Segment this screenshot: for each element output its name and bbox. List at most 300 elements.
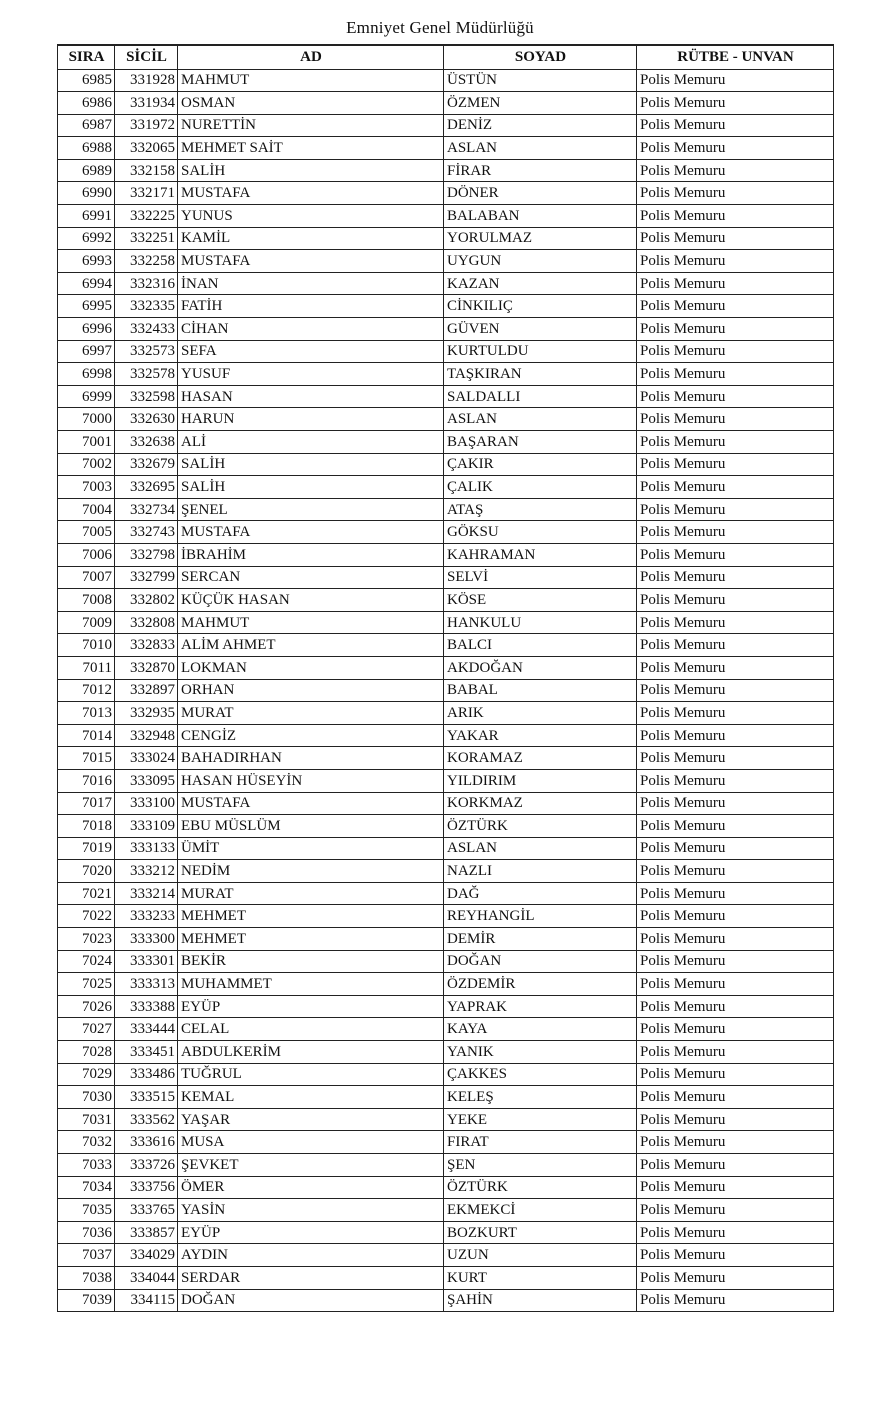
cell-sicil: 332171	[115, 182, 178, 205]
cell-soyad: FİRAR	[444, 159, 637, 182]
cell-soyad: YANIK	[444, 1041, 637, 1064]
cell-soyad: YORULMAZ	[444, 227, 637, 250]
cell-rutbe-unvan: Polis Memuru	[637, 543, 834, 566]
cell-sicil: 333300	[115, 928, 178, 951]
table-row	[58, 1041, 834, 1064]
cell-rutbe-unvan: Polis Memuru	[637, 137, 834, 160]
cell-sicil: 332335	[115, 295, 178, 318]
cell-rutbe-unvan: Polis Memuru	[637, 92, 834, 115]
cell-sicil: 333212	[115, 860, 178, 883]
cell-soyad: NAZLI	[444, 860, 637, 883]
cell-soyad: EKMEKCİ	[444, 1199, 637, 1222]
cell-sira: 7014	[58, 724, 115, 747]
table-row	[58, 747, 834, 770]
cell-sicil: 333095	[115, 769, 178, 792]
cell-sicil: 333133	[115, 837, 178, 860]
cell-soyad: YILDIRIM	[444, 769, 637, 792]
cell-sicil: 332798	[115, 543, 178, 566]
cell-soyad: BALABAN	[444, 205, 637, 228]
cell-sicil: 333444	[115, 1018, 178, 1041]
table-row	[58, 227, 834, 250]
cell-ad: HASAN HÜSEYİN	[178, 769, 444, 792]
cell-sira: 6988	[58, 137, 115, 160]
table-row	[58, 1221, 834, 1244]
cell-sira: 7001	[58, 431, 115, 454]
cell-rutbe-unvan: Polis Memuru	[637, 272, 834, 295]
cell-ad: MEHMET	[178, 928, 444, 951]
cell-sira: 7030	[58, 1086, 115, 1109]
cell-sicil: 334044	[115, 1266, 178, 1289]
cell-sira: 7020	[58, 860, 115, 883]
table-row	[58, 521, 834, 544]
cell-soyad: SALDALLI	[444, 385, 637, 408]
cell-sicil: 332833	[115, 634, 178, 657]
cell-ad: EBU MÜSLÜM	[178, 815, 444, 838]
cell-rutbe-unvan: Polis Memuru	[637, 702, 834, 725]
cell-sicil: 334115	[115, 1289, 178, 1312]
cell-soyad: REYHANGİL	[444, 905, 637, 928]
cell-soyad: DÖNER	[444, 182, 637, 205]
cell-ad: MEHMET	[178, 905, 444, 928]
cell-sira: 7021	[58, 882, 115, 905]
cell-rutbe-unvan: Polis Memuru	[637, 408, 834, 431]
cell-ad: KEMAL	[178, 1086, 444, 1109]
column-header-soyad: SOYAD	[444, 45, 637, 69]
table-row	[58, 1018, 834, 1041]
cell-sira: 6989	[58, 159, 115, 182]
cell-soyad: BAŞARAN	[444, 431, 637, 454]
cell-sira: 7028	[58, 1041, 115, 1064]
table-row	[58, 973, 834, 996]
cell-sira: 7005	[58, 521, 115, 544]
cell-soyad: KAHRAMAN	[444, 543, 637, 566]
cell-soyad: ÖZTÜRK	[444, 1176, 637, 1199]
cell-sicil: 333313	[115, 973, 178, 996]
table-row	[58, 1131, 834, 1154]
cell-ad: YASİN	[178, 1199, 444, 1222]
cell-sira: 7004	[58, 498, 115, 521]
cell-rutbe-unvan: Polis Memuru	[637, 431, 834, 454]
cell-ad: SERDAR	[178, 1266, 444, 1289]
cell-soyad: HANKULU	[444, 611, 637, 634]
cell-rutbe-unvan: Polis Memuru	[637, 792, 834, 815]
cell-rutbe-unvan: Polis Memuru	[637, 589, 834, 612]
cell-soyad: ATAŞ	[444, 498, 637, 521]
table-row	[58, 702, 834, 725]
table-row	[58, 182, 834, 205]
column-header-sira: SIRA	[58, 45, 115, 69]
cell-ad: SERCAN	[178, 566, 444, 589]
cell-sira: 7037	[58, 1244, 115, 1267]
cell-sicil: 332638	[115, 431, 178, 454]
cell-sicil: 333857	[115, 1221, 178, 1244]
cell-sicil: 332743	[115, 521, 178, 544]
cell-sicil: 331934	[115, 92, 178, 115]
cell-rutbe-unvan: Polis Memuru	[637, 318, 834, 341]
table-row	[58, 679, 834, 702]
table-row	[58, 1176, 834, 1199]
table-row	[58, 611, 834, 634]
cell-sira: 7027	[58, 1018, 115, 1041]
cell-rutbe-unvan: Polis Memuru	[637, 1041, 834, 1064]
cell-ad: KÜÇÜK HASAN	[178, 589, 444, 612]
cell-sicil: 333765	[115, 1199, 178, 1222]
cell-sira: 7012	[58, 679, 115, 702]
cell-ad: HARUN	[178, 408, 444, 431]
cell-sira: 7033	[58, 1154, 115, 1177]
table-row	[58, 656, 834, 679]
cell-sicil: 333024	[115, 747, 178, 770]
cell-ad: ALİM AHMET	[178, 634, 444, 657]
cell-rutbe-unvan: Polis Memuru	[637, 453, 834, 476]
cell-rutbe-unvan: Polis Memuru	[637, 1018, 834, 1041]
cell-ad: MUHAMMET	[178, 973, 444, 996]
table-row	[58, 882, 834, 905]
cell-ad: SALİH	[178, 476, 444, 499]
cell-sira: 7026	[58, 995, 115, 1018]
cell-sicil: 332679	[115, 453, 178, 476]
table-row	[58, 724, 834, 747]
cell-rutbe-unvan: Polis Memuru	[637, 1154, 834, 1177]
page-title: Emniyet Genel Müdürlüğü	[346, 18, 534, 37]
cell-ad: LOKMAN	[178, 656, 444, 679]
cell-rutbe-unvan: Polis Memuru	[637, 905, 834, 928]
cell-sicil: 333486	[115, 1063, 178, 1086]
cell-sira: 7031	[58, 1108, 115, 1131]
cell-rutbe-unvan: Polis Memuru	[637, 1176, 834, 1199]
table-row	[58, 995, 834, 1018]
cell-ad: ÜMİT	[178, 837, 444, 860]
cell-rutbe-unvan: Polis Memuru	[637, 1266, 834, 1289]
table-row	[58, 408, 834, 431]
cell-sicil: 332948	[115, 724, 178, 747]
cell-ad: ŞENEL	[178, 498, 444, 521]
cell-soyad: ASLAN	[444, 408, 637, 431]
cell-ad: ABDULKERİM	[178, 1041, 444, 1064]
table-row	[58, 634, 834, 657]
cell-soyad: ÖZMEN	[444, 92, 637, 115]
cell-soyad: SELVİ	[444, 566, 637, 589]
table-row	[58, 318, 834, 341]
cell-soyad: YEKE	[444, 1108, 637, 1131]
cell-soyad: DEMİR	[444, 928, 637, 951]
cell-rutbe-unvan: Polis Memuru	[637, 182, 834, 205]
cell-soyad: YAKAR	[444, 724, 637, 747]
cell-sicil: 333726	[115, 1154, 178, 1177]
cell-sira: 7036	[58, 1221, 115, 1244]
cell-sicil: 333451	[115, 1041, 178, 1064]
cell-rutbe-unvan: Polis Memuru	[637, 815, 834, 838]
cell-soyad: GÜVEN	[444, 318, 637, 341]
cell-ad: SEFA	[178, 340, 444, 363]
table-row	[58, 1086, 834, 1109]
table-row	[58, 905, 834, 928]
cell-rutbe-unvan: Polis Memuru	[637, 295, 834, 318]
cell-ad: EYÜP	[178, 1221, 444, 1244]
cell-sira: 7011	[58, 656, 115, 679]
table-row	[58, 363, 834, 386]
cell-rutbe-unvan: Polis Memuru	[637, 205, 834, 228]
cell-sira: 7013	[58, 702, 115, 725]
cell-rutbe-unvan: Polis Memuru	[637, 114, 834, 137]
cell-sicil: 332598	[115, 385, 178, 408]
cell-sicil: 332433	[115, 318, 178, 341]
cell-sicil: 332630	[115, 408, 178, 431]
cell-ad: MUSA	[178, 1131, 444, 1154]
cell-sira: 7002	[58, 453, 115, 476]
cell-rutbe-unvan: Polis Memuru	[637, 521, 834, 544]
cell-ad: ÖMER	[178, 1176, 444, 1199]
table-row	[58, 295, 834, 318]
cell-sira: 7007	[58, 566, 115, 589]
cell-sira: 6993	[58, 250, 115, 273]
cell-soyad: ÖZTÜRK	[444, 815, 637, 838]
cell-ad: BEKİR	[178, 950, 444, 973]
cell-sicil: 333756	[115, 1176, 178, 1199]
table-row	[58, 1199, 834, 1222]
cell-ad: NEDİM	[178, 860, 444, 883]
cell-sira: 6997	[58, 340, 115, 363]
cell-ad: CENGİZ	[178, 724, 444, 747]
cell-ad: ŞEVKET	[178, 1154, 444, 1177]
cell-soyad: KURT	[444, 1266, 637, 1289]
cell-ad: AYDIN	[178, 1244, 444, 1267]
cell-ad: ORHAN	[178, 679, 444, 702]
cell-rutbe-unvan: Polis Memuru	[637, 227, 834, 250]
cell-soyad: KAYA	[444, 1018, 637, 1041]
cell-soyad: KELEŞ	[444, 1086, 637, 1109]
cell-rutbe-unvan: Polis Memuru	[637, 250, 834, 273]
table-row	[58, 205, 834, 228]
cell-rutbe-unvan: Polis Memuru	[637, 995, 834, 1018]
table-row	[58, 815, 834, 838]
table-row	[58, 250, 834, 273]
cell-soyad: ÖZDEMİR	[444, 973, 637, 996]
cell-sicil: 333388	[115, 995, 178, 1018]
cell-rutbe-unvan: Polis Memuru	[637, 928, 834, 951]
cell-rutbe-unvan: Polis Memuru	[637, 679, 834, 702]
cell-sira: 7010	[58, 634, 115, 657]
cell-rutbe-unvan: Polis Memuru	[637, 159, 834, 182]
cell-sicil: 332065	[115, 137, 178, 160]
cell-soyad: ÜSTÜN	[444, 69, 637, 92]
cell-sira: 6994	[58, 272, 115, 295]
table-row	[58, 1154, 834, 1177]
cell-sira: 7034	[58, 1176, 115, 1199]
cell-soyad: ARIK	[444, 702, 637, 725]
cell-sira: 7022	[58, 905, 115, 928]
cell-sira: 6996	[58, 318, 115, 341]
cell-sira: 6986	[58, 92, 115, 115]
cell-sicil: 333233	[115, 905, 178, 928]
table-row	[58, 159, 834, 182]
cell-rutbe-unvan: Polis Memuru	[637, 498, 834, 521]
table-row	[58, 453, 834, 476]
cell-ad: KAMİL	[178, 227, 444, 250]
cell-sira: 6992	[58, 227, 115, 250]
cell-rutbe-unvan: Polis Memuru	[637, 69, 834, 92]
table-row	[58, 543, 834, 566]
cell-rutbe-unvan: Polis Memuru	[637, 860, 834, 883]
cell-ad: MAHMUT	[178, 69, 444, 92]
table-row	[58, 769, 834, 792]
table-row	[58, 340, 834, 363]
cell-soyad: ŞAHİN	[444, 1289, 637, 1312]
cell-ad: EYÜP	[178, 995, 444, 1018]
cell-rutbe-unvan: Polis Memuru	[637, 476, 834, 499]
cell-soyad: KÖSE	[444, 589, 637, 612]
cell-sicil: 332935	[115, 702, 178, 725]
cell-rutbe-unvan: Polis Memuru	[637, 363, 834, 386]
cell-rutbe-unvan: Polis Memuru	[637, 973, 834, 996]
cell-sicil: 332258	[115, 250, 178, 273]
table-row	[58, 950, 834, 973]
cell-soyad: ÇAKKES	[444, 1063, 637, 1086]
cell-sira: 6985	[58, 69, 115, 92]
cell-ad: MUSTAFA	[178, 792, 444, 815]
cell-sira: 7003	[58, 476, 115, 499]
cell-ad: YUNUS	[178, 205, 444, 228]
cell-sicil: 332158	[115, 159, 178, 182]
cell-sira: 6995	[58, 295, 115, 318]
cell-rutbe-unvan: Polis Memuru	[637, 950, 834, 973]
cell-sicil: 332316	[115, 272, 178, 295]
cell-soyad: FIRAT	[444, 1131, 637, 1154]
cell-sicil: 333515	[115, 1086, 178, 1109]
cell-ad: MUSTAFA	[178, 250, 444, 273]
cell-soyad: TAŞKIRAN	[444, 363, 637, 386]
cell-soyad: DOĞAN	[444, 950, 637, 973]
cell-soyad: BOZKURT	[444, 1221, 637, 1244]
cell-ad: İNAN	[178, 272, 444, 295]
cell-ad: YUSUF	[178, 363, 444, 386]
cell-soyad: GÖKSU	[444, 521, 637, 544]
cell-sira: 6999	[58, 385, 115, 408]
cell-rutbe-unvan: Polis Memuru	[637, 1108, 834, 1131]
cell-soyad: KORKMAZ	[444, 792, 637, 815]
cell-sira: 7018	[58, 815, 115, 838]
cell-sicil: 332225	[115, 205, 178, 228]
cell-sira: 7017	[58, 792, 115, 815]
cell-sira: 7038	[58, 1266, 115, 1289]
cell-rutbe-unvan: Polis Memuru	[637, 611, 834, 634]
cell-ad: OSMAN	[178, 92, 444, 115]
cell-soyad: KAZAN	[444, 272, 637, 295]
cell-sicil: 332734	[115, 498, 178, 521]
cell-soyad: UYGUN	[444, 250, 637, 273]
cell-ad: CELAL	[178, 1018, 444, 1041]
cell-sicil: 333562	[115, 1108, 178, 1131]
cell-sira: 7032	[58, 1131, 115, 1154]
cell-soyad: KORAMAZ	[444, 747, 637, 770]
cell-sicil: 332808	[115, 611, 178, 634]
cell-ad: BAHADIRHAN	[178, 747, 444, 770]
cell-rutbe-unvan: Polis Memuru	[637, 1289, 834, 1312]
cell-soyad: BALCI	[444, 634, 637, 657]
cell-sira: 6998	[58, 363, 115, 386]
cell-sicil: 332799	[115, 566, 178, 589]
cell-rutbe-unvan: Polis Memuru	[637, 340, 834, 363]
cell-soyad: DAĞ	[444, 882, 637, 905]
cell-ad: FATİH	[178, 295, 444, 318]
table-row	[58, 566, 834, 589]
cell-ad: MUSTAFA	[178, 182, 444, 205]
cell-sira: 7008	[58, 589, 115, 612]
cell-ad: CİHAN	[178, 318, 444, 341]
cell-rutbe-unvan: Polis Memuru	[637, 1131, 834, 1154]
cell-soyad: AKDOĞAN	[444, 656, 637, 679]
table-row	[58, 137, 834, 160]
cell-rutbe-unvan: Polis Memuru	[637, 656, 834, 679]
cell-sicil: 332573	[115, 340, 178, 363]
table-row	[58, 114, 834, 137]
cell-rutbe-unvan: Polis Memuru	[637, 634, 834, 657]
table-header-row	[58, 45, 834, 69]
cell-sicil: 332695	[115, 476, 178, 499]
table-row	[58, 431, 834, 454]
cell-ad: MAHMUT	[178, 611, 444, 634]
cell-sira: 7035	[58, 1199, 115, 1222]
cell-sira: 7023	[58, 928, 115, 951]
table-row	[58, 928, 834, 951]
cell-sira: 7029	[58, 1063, 115, 1086]
cell-sicil: 332802	[115, 589, 178, 612]
cell-ad: İBRAHİM	[178, 543, 444, 566]
cell-sicil: 332870	[115, 656, 178, 679]
cell-rutbe-unvan: Polis Memuru	[637, 882, 834, 905]
cell-soyad: YAPRAK	[444, 995, 637, 1018]
cell-ad: MEHMET SAİT	[178, 137, 444, 160]
table-row	[58, 1289, 834, 1312]
cell-sira: 7024	[58, 950, 115, 973]
cell-sicil: 333214	[115, 882, 178, 905]
cell-soyad: ASLAN	[444, 837, 637, 860]
cell-soyad: KURTULDU	[444, 340, 637, 363]
cell-sira: 7009	[58, 611, 115, 634]
table-row	[58, 272, 834, 295]
table-row	[58, 589, 834, 612]
cell-sira: 7006	[58, 543, 115, 566]
cell-ad: MURAT	[178, 882, 444, 905]
cell-ad: HASAN	[178, 385, 444, 408]
cell-ad: MUSTAFA	[178, 521, 444, 544]
table-row	[58, 92, 834, 115]
cell-sira: 6990	[58, 182, 115, 205]
cell-rutbe-unvan: Polis Memuru	[637, 747, 834, 770]
cell-ad: YAŞAR	[178, 1108, 444, 1131]
table-body	[58, 69, 834, 1312]
cell-ad: NURETTİN	[178, 114, 444, 137]
table-row	[58, 1244, 834, 1267]
cell-soyad: ÇAKIR	[444, 453, 637, 476]
cell-ad: SALİH	[178, 453, 444, 476]
cell-sicil: 332251	[115, 227, 178, 250]
column-header-sicil: SİCİL	[115, 45, 178, 69]
cell-sicil: 333100	[115, 792, 178, 815]
cell-rutbe-unvan: Polis Memuru	[637, 385, 834, 408]
cell-ad: MURAT	[178, 702, 444, 725]
cell-sira: 7000	[58, 408, 115, 431]
cell-sicil: 331928	[115, 69, 178, 92]
cell-ad: TUĞRUL	[178, 1063, 444, 1086]
cell-rutbe-unvan: Polis Memuru	[637, 1063, 834, 1086]
cell-sicil: 333301	[115, 950, 178, 973]
table-row	[58, 1266, 834, 1289]
cell-sira: 6991	[58, 205, 115, 228]
table-row	[58, 1063, 834, 1086]
cell-soyad: ÇALIK	[444, 476, 637, 499]
table-row	[58, 837, 834, 860]
